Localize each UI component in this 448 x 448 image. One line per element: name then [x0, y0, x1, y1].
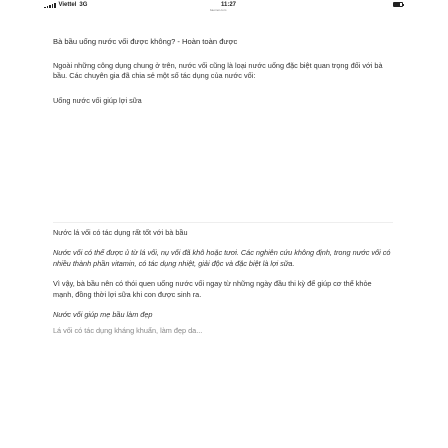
status-time: 11:27 [221, 2, 237, 8]
article-cutoff-line: Lá vối có tác dụng kháng khuẩn, làm đẹp da... [53, 326, 203, 336]
article-content [53, 16, 393, 106]
status-url: baomoi.com [210, 8, 227, 12]
question-point-1: Uống nước vối giúp lợi sữa [53, 95, 142, 105]
article-paragraph-2: Vì vậy, bà bầu nên có thói quen uống nước vối ngay từ những ngày đầu thi kỳ để giúp cơ thể khỏe mạnh, đồng thời lợi sữa khi con được sinh ra. [53, 279, 372, 299]
article-heading: Nước lá vối có tác dụng rất tốt với bà bầu [53, 228, 188, 237]
section-divider [53, 222, 393, 223]
battery-fill [394, 3, 400, 6]
status-right [393, 2, 403, 7]
battery-icon [393, 2, 403, 7]
article-paragraph-1: Nước vối có thể được ủ từ lá vối, nụ vối đã khô hoặc tươi. Các nghiên cứu không định, trong nước vối có nhiều thành phần vitamin, có tác dụng nhiệt, giải độc và đặc biệt là lợi sữa. [53, 248, 391, 268]
carrier-name: Viettel [58, 2, 77, 8]
question-title: Bà bầu uống nước vối được không? - Hoàn toàn được [53, 37, 238, 46]
carrier-group [44, 2, 87, 8]
question-intro: Ngoài những công dụng chung ở trên, nước vối cũng là loại nước uống đặc biệt quan trọng đối với bà bầu. Các chuyên gia đã chia sẻ một số tác dụng của nước vối: [53, 61, 383, 81]
network-type: 3G [79, 2, 88, 8]
status-bar [0, 0, 448, 12]
article-body [53, 228, 393, 337]
article-subheading: Nước vối giúp mẹ bầu làm đẹp [53, 310, 153, 320]
signal-icon [44, 3, 56, 8]
